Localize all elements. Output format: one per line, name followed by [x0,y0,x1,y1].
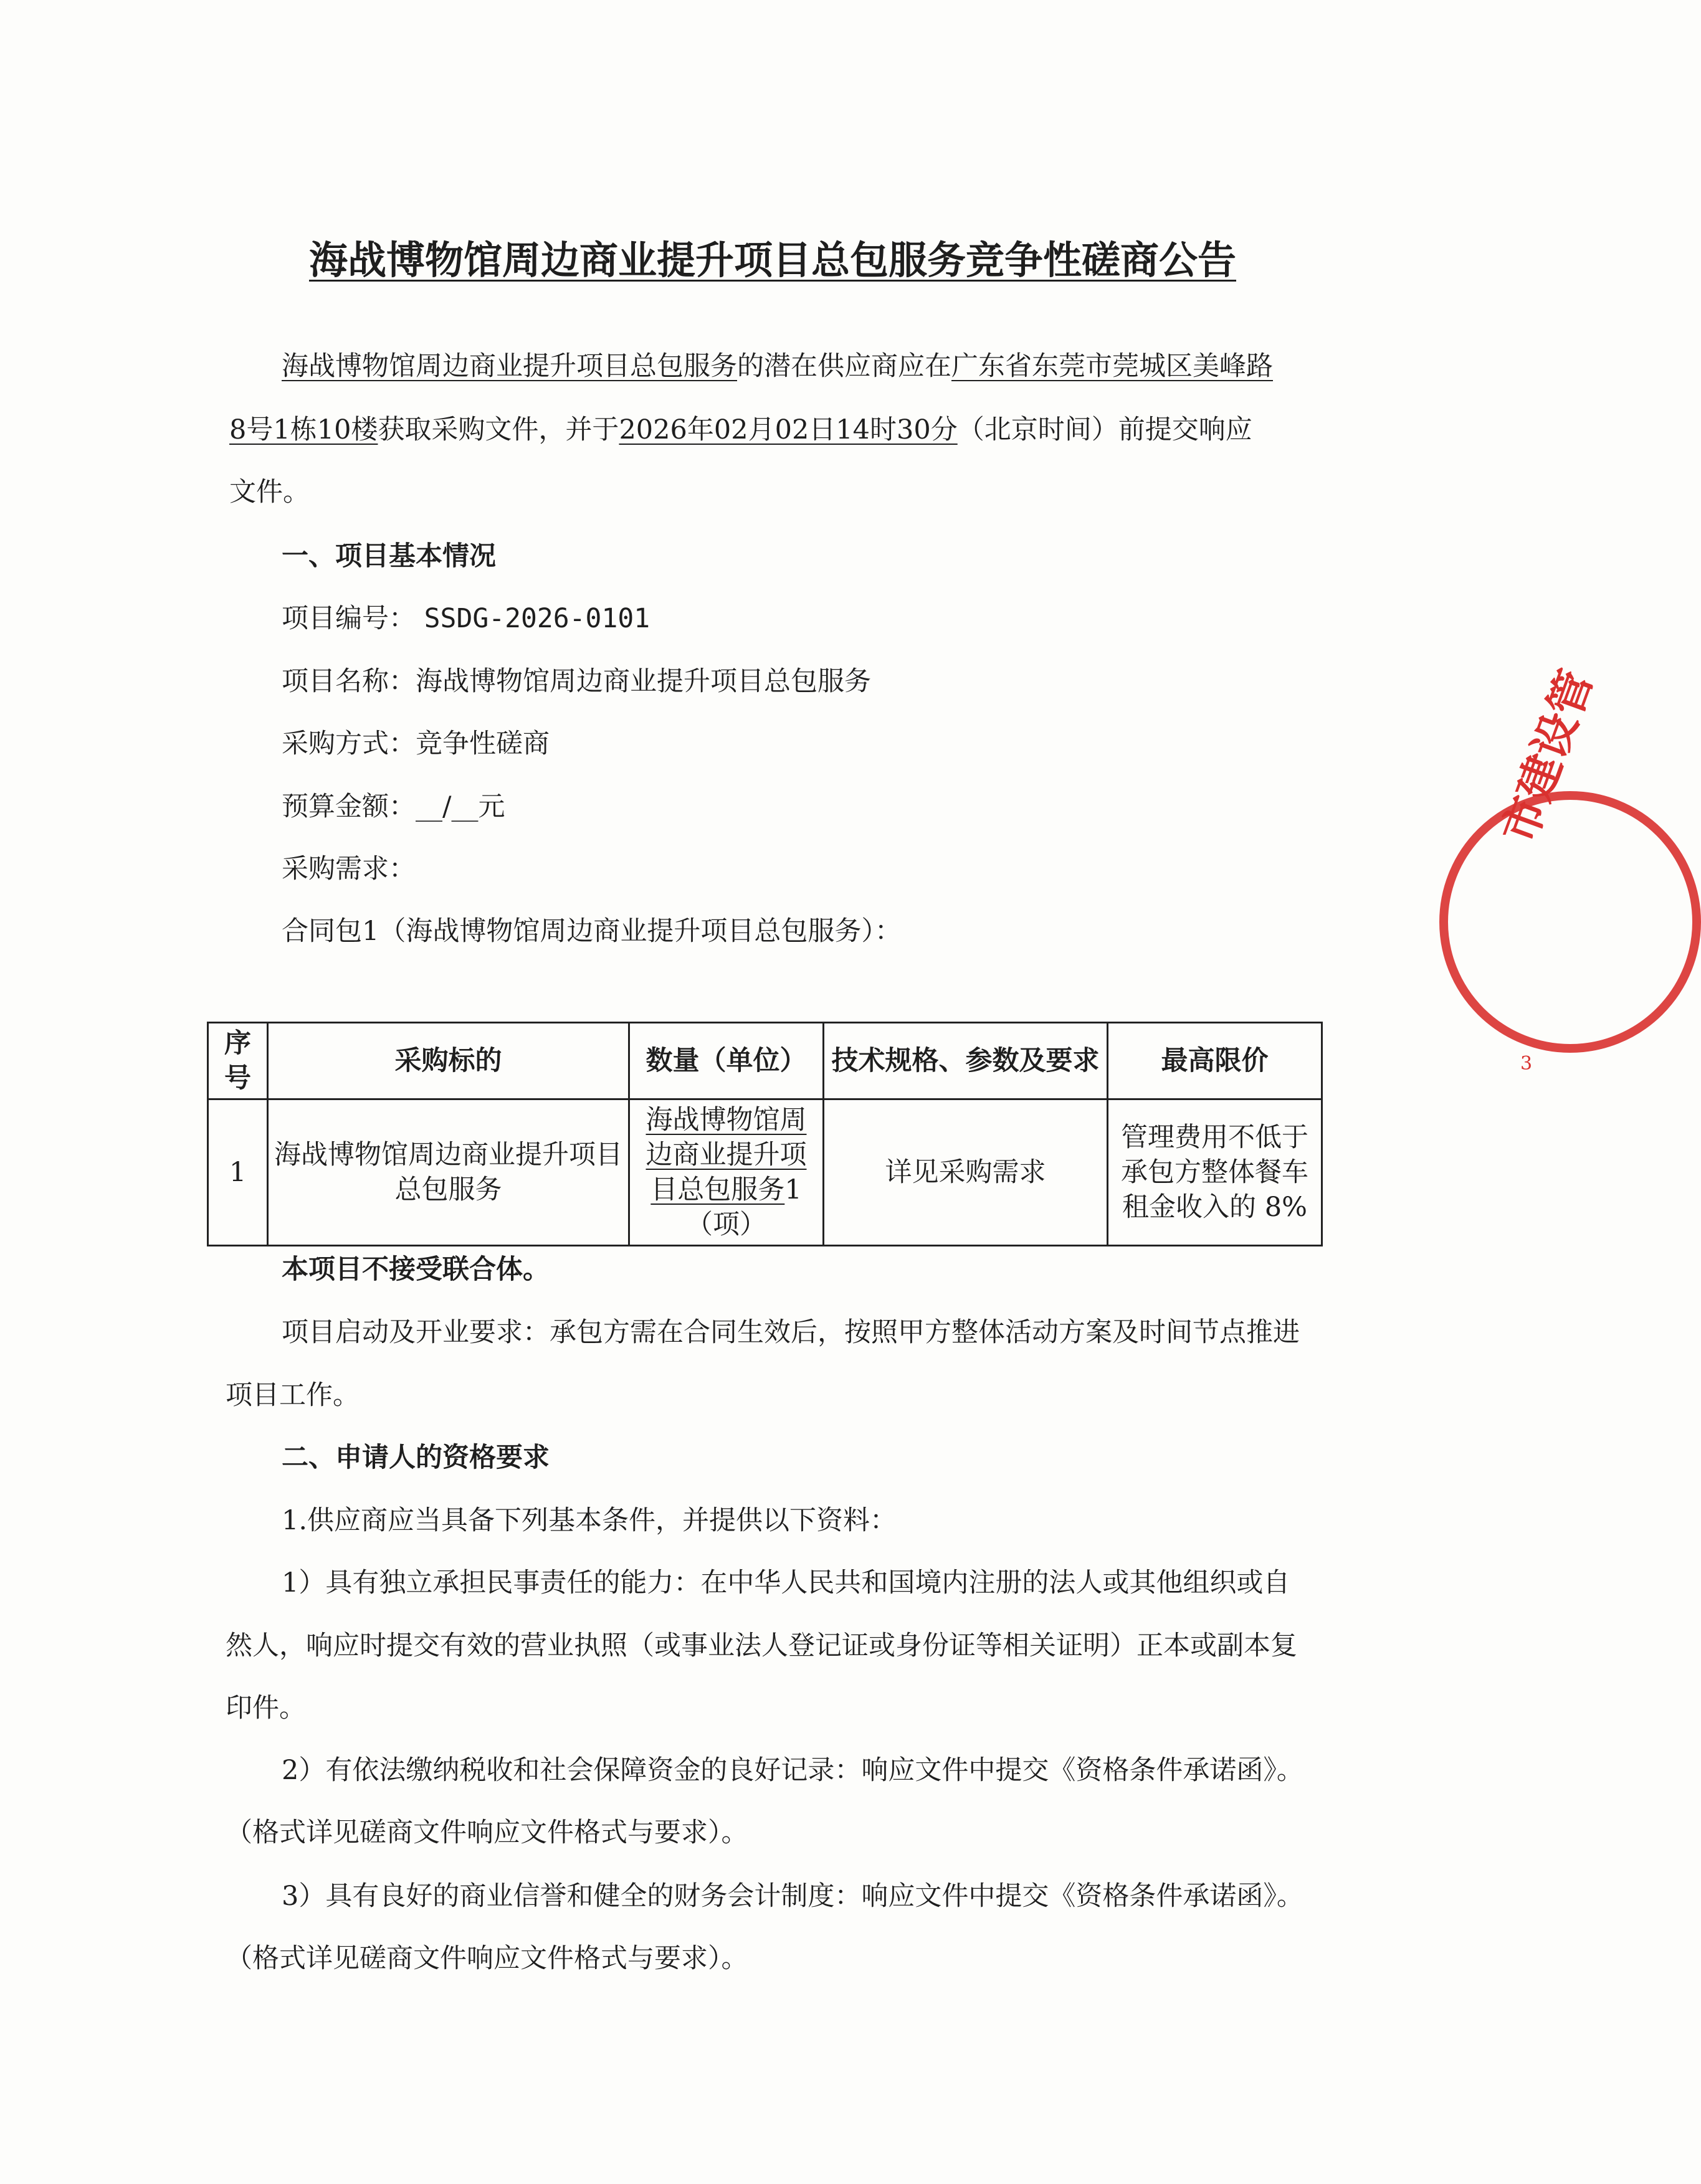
qualification-3-line-1: 3）具有良好的商业信誉和健全的财务会计制度：响应文件中提交《资格条件承诺函》。 [282,1881,1303,1912]
table-header-row [208,1023,1322,1099]
project-code-line: 项目编号： SSDG-2026-0101 [282,603,650,634]
budget-line: 预算金额：__/__元 [282,791,505,822]
intro-line-2 [229,412,1252,447]
intro-place: 广东省东莞市莞城区美峰路 [951,351,1273,382]
qualification-1-line-2: 然人，响应时提交有效的营业执照（或事业法人登记证或身份证等相关证明）正本或副本复 [226,1630,1297,1661]
official-seal-text: 市建设管 [1492,663,1603,850]
cell-max-price: 管理费用不低于 承包方整体餐车 租金收入的 8% [1108,1099,1322,1246]
cell-quantity: 海战博物馆周 边商业提升项 目总包服务1 （项） [629,1099,824,1246]
qualification-1-line-3: 印件。 [226,1693,306,1724]
budget-unit: 元 [478,791,505,822]
header-max-price: 最高限价 [1108,1023,1322,1099]
intro-deadline: 2026年02月02日14时30分 [619,414,958,445]
qualification-3-line-2: （格式详见磋商文件响应文件格式与要求）。 [226,1943,748,1974]
project-name-line: 项目名称：海战博物馆周边商业提升项目总包服务 [282,666,871,697]
procurement-table [207,1022,1323,1246]
start-requirement-line-1: 项目启动及开业要求：承包方需在合同生效后，按照甲方整体活动方案及时间节点推进 [282,1317,1300,1348]
no-consortium: 本项目不接受联合体。 [282,1254,550,1285]
document-title: 海战博物馆周边商业提升项目总包服务竞争性磋商公告 [308,237,1236,283]
section1-heading: 一、项目基本情况 [282,541,496,572]
section2-heading: 二、申请人的资格要求 [282,1442,550,1473]
intro-project: 海战博物馆周边商业提升项目总包服务 [282,351,737,382]
intro-place-2: 8号1栋10楼 [229,414,378,445]
qualification-intro: 1.供应商应当具备下列基本条件，并提供以下资料： [282,1505,897,1536]
official-seal [1439,791,1701,1053]
intro-text-2: 获取采购文件，并于 [378,414,619,445]
qualification-1-line-1: 1）具有独立承担民事责任的能力：在中华人民共和国境内注册的法人或其他组织或自 [282,1567,1290,1598]
header-quantity: 数量（单位） [629,1023,824,1099]
official-seal-number: 3 [1520,1053,1533,1075]
cell-no: 1 [208,1099,268,1246]
start-requirement-line-2: 项目工作。 [226,1380,360,1411]
budget-amount: __/__ [416,791,479,822]
contract-package: 合同包1（海战博物馆周边商业提升项目总包服务）： [282,916,902,947]
intro-text-3: （北京时间）前提交响应 [957,414,1252,445]
table-row [208,1099,1322,1246]
cell-spec: 详见采购需求 [824,1099,1108,1246]
intro-line-3: 文件。 [229,477,310,508]
header-item: 采购标的 [268,1023,629,1099]
cell-item: 海战博物馆周边商业提升项目 总包服务 [268,1099,629,1246]
intro-line-1 [282,349,1273,384]
method-line: 采购方式：竞争性磋商 [282,728,550,759]
project-name: 海战博物馆周边商业提升项目总包服务 [416,666,871,697]
header-spec: 技术规格、参数及要求 [824,1023,1108,1099]
header-no: 序号 [208,1023,268,1099]
qualification-2-line-1: 2）有依法缴纳税收和社会保障资金的良好记录：响应文件中提交《资格条件承诺函》。 [282,1755,1303,1786]
intro-text-1: 的潜在供应商应在 [737,351,951,382]
demand-label: 采购需求： [282,853,416,885]
procurement-method: 竞争性磋商 [416,728,550,759]
project-code: SSDG-2026-0101 [424,603,650,634]
qualification-2-line-2: （格式详见磋商文件响应文件格式与要求）。 [226,1817,748,1848]
